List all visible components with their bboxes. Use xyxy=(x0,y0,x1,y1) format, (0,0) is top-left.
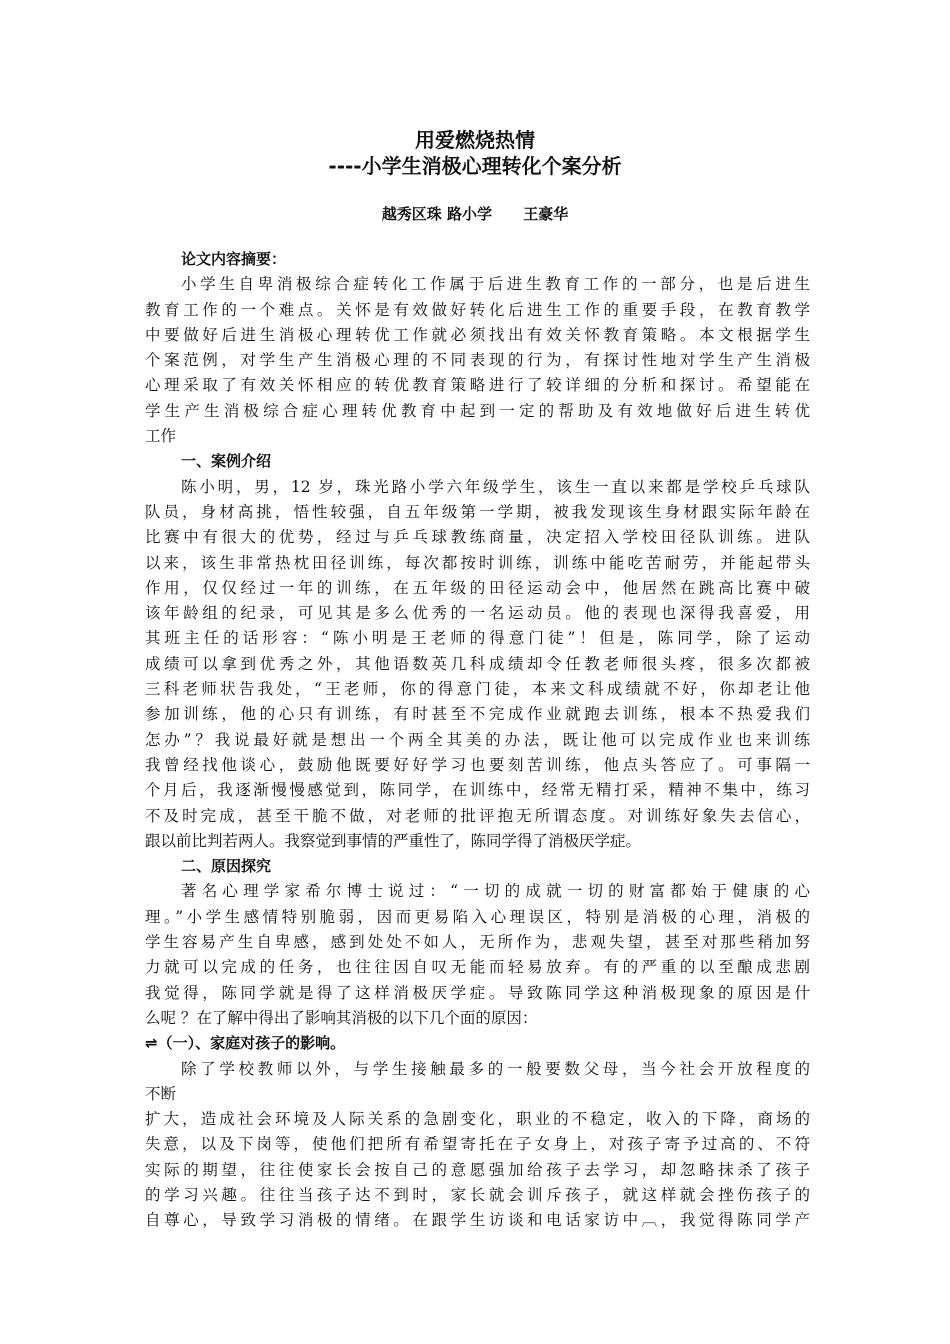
text-line: 我觉得，陈同学就是得了这样消极厌学症。导致陈同学这种消极现象的原因是什 xyxy=(145,983,810,1002)
text-line: 扩大，造成社会环境及人际关系的急剧变化，职业的不稳定，收入的下降，商场的 xyxy=(145,1110,810,1129)
text-line: 小学生自卑消极综合症转化工作属于后进生教育工作的一部分，也是后进生 xyxy=(181,275,810,294)
text-line: 作用，仅仅经过一年的训练，在五年级的田径运动会中，他居然在跳高比赛中破 xyxy=(145,578,810,597)
text-line: 实际的期望，往往使家长会按自己的意愿强加给孩子去学习，却忽略抹杀了孩子 xyxy=(145,1160,810,1179)
text-line: 个月后，我逐渐慢慢感觉到，陈同学，在训练中，经常无精打采，精神不集中，练习 xyxy=(145,781,810,800)
text-line: 以来，该生非常热枕田径训练，每次都按时训练，训练中能吃苦耐劳，并能起带头 xyxy=(145,553,810,572)
text-line: 我曾经找他谈心，鼓励他既要好好学习也要刻苦训练，他点头答应了。可事隔一 xyxy=(145,755,810,774)
text-line: 个案范例，对学生产生消极心理的不同表现的行为，有探讨性地对学生产生消极 xyxy=(145,351,810,370)
text-line: 工作 xyxy=(145,427,177,446)
text-line: 么呢 ？在了解中得出了影响其消极的以下几个面的原因： xyxy=(145,1008,538,1027)
text-line: 学生容易产生自卑感，感到处处不如人，无所作为，悲观失望，甚至对那些稍加努 xyxy=(145,933,810,952)
text-line: 参加训练，他的心只有训练，有时甚至不完成作业就跑去训练，根本不热爱我们 xyxy=(145,705,810,724)
text-line: 失意，以及下岗等，使他们把所有希望寄托在子女身上，对孩子寄予过高的、不符 xyxy=(145,1135,810,1154)
text-line: 不断 xyxy=(145,1084,177,1103)
text-line: 的学习兴趣。往往当孩子达不到时，家长就会训斥孩子，就这样就会挫伤孩子的 xyxy=(145,1185,810,1204)
text-line: 不及时完成，甚至干脆不做，对老师的批评抱无所谓态度。对训练好象失去信心， xyxy=(145,806,810,825)
section-heading: ⇌（一）、家庭对孩子的影响。 xyxy=(145,1034,346,1053)
text-line: 学生产生消极综合症心理转优教育中起到一定的帮助及有效地做好后进生转优 xyxy=(145,401,810,420)
document-body xyxy=(145,247,810,1234)
text-line: 该年龄组的纪录，可见其是多么优秀的一名运动员。他的表现也深得我喜爱，用 xyxy=(145,604,810,623)
text-line: 成绩可以拿到优秀之外，其他语数英几科成绩却令任教老师很头疼，很多次都被 xyxy=(145,654,810,673)
text-line: 自尊心，导致学习消极的情绪。在跟学生访谈和电话家访中︹，我觉得陈同学产 xyxy=(145,1211,810,1230)
text-line: 比赛中有很大的优势，经过与乒乓球教练商量，决定招入学校田径队训练。进队 xyxy=(145,528,810,547)
abstract-heading: 论文内容摘要： xyxy=(181,250,287,268)
text-line: 心理采取了有效关怀相应的转优教育策略进行了较详细的分析和探讨。希望能在 xyxy=(145,376,810,395)
text-line: 三科老师状告我处，“王老师，你的得意门徒，本来文科成绩就不好，你却老让他 xyxy=(145,680,810,699)
text-line: 教育工作的一个难点。关怀是有效做好转化后进生工作的重要手段，在教育教学 xyxy=(145,300,810,319)
author-byline: 越秀区珠 路小学 王豪华 xyxy=(381,205,569,223)
document-subtitle: ----小学生消极心理转化个案分析 xyxy=(328,154,622,178)
section-heading: 二、原因探究 xyxy=(181,857,272,876)
text-line: 其班主任的话形容：“陈小明是王老师的得意门徒”！但是，陈同学，除了运动 xyxy=(145,629,810,648)
text-line: 跟以前比判若两人。我察觉到事情的严重性了，陈同学得了消极厌学症。 xyxy=(145,831,642,850)
text-line: 理。”小学生感情特别脆弱，因而更易陷入心理误区，特别是消极的心理，消极的 xyxy=(145,907,810,926)
text-line: 力就可以完成的任务，也往往因自叹无能而轻易放弃。有的严重的以至酿成悲剧 xyxy=(145,958,810,977)
text-line: 怎办”？我说最好就是想出一个两全其美的办法，既让他可以完成作业也来训练 xyxy=(145,730,810,749)
text-line: 队员，身材高挑，悟性较强，自五年级第一学期，被我发现该生身材跟实际年龄在 xyxy=(145,502,810,521)
text-line: 中要做好后进生消极心理转优工作就必须找出有效关怀教育策略。本文根据学生 xyxy=(145,325,810,344)
text-line: 除了学校教师以外，与学生接触最多的一般要数父母，当今社会开放程度的 xyxy=(181,1059,810,1078)
text-line: 著名心理学家希尔博士说过：“一切的成就一切的财富都始于健康的心 xyxy=(181,882,810,901)
text-line: 陈小明，男，12 岁，珠光路小学六年级学生，该生一直以来都是学校乒乓球队 xyxy=(181,477,810,496)
section-heading: 一、案例介绍 xyxy=(181,452,272,471)
document-title: 用爱燃烧热情 xyxy=(415,128,535,152)
